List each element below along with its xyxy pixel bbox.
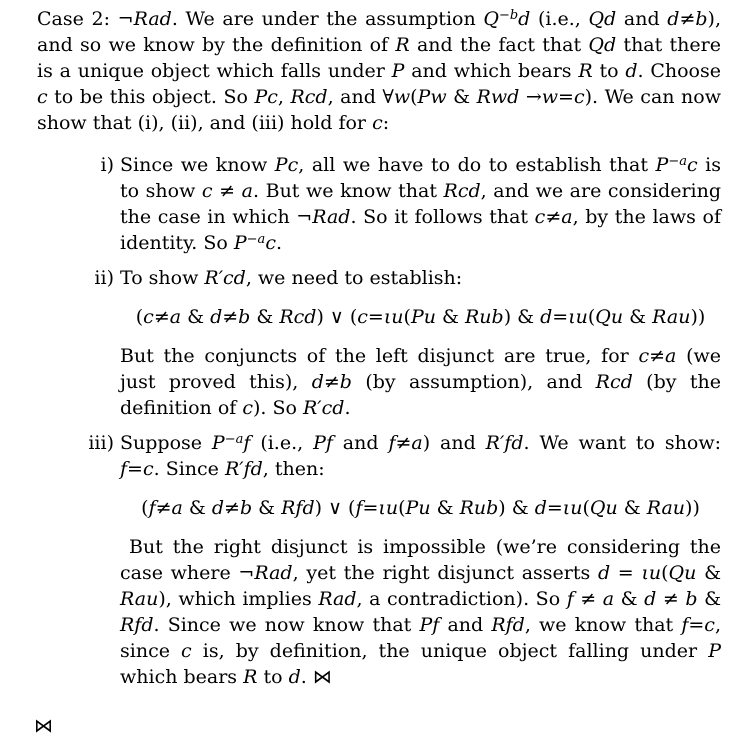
- text-run: &: [697, 588, 722, 610]
- math-run: c: [573, 86, 585, 108]
- text-run: &: [430, 497, 460, 519]
- math-run: Rfd: [281, 497, 315, 519]
- math-run: Rad: [133, 8, 172, 30]
- math-run: Qd: [588, 8, 617, 30]
- math-run: R′cd: [303, 397, 345, 419]
- math-run: w: [393, 86, 411, 108]
- text-run: . So it follows that: [350, 206, 535, 228]
- math-run: ιu: [568, 306, 588, 328]
- text-run: , yet the right disjunct asserts: [292, 562, 598, 584]
- math-run: d: [597, 562, 611, 584]
- item-label: iii): [88, 432, 114, 454]
- text-run: =: [362, 497, 379, 519]
- text-run: and the fact that: [409, 34, 589, 56]
- math-run: Pu: [405, 497, 431, 519]
- text-run: and: [332, 432, 389, 454]
- text-run: Since we know: [120, 154, 275, 176]
- text-run: =: [127, 458, 143, 480]
- text-run: :: [382, 112, 390, 134]
- text-run: Suppose: [120, 432, 212, 454]
- text-run: and which bears: [404, 60, 579, 82]
- text-run: )): [690, 306, 706, 328]
- math-run: c: [638, 345, 650, 367]
- math-run: Qu: [668, 562, 697, 584]
- case2-intro-paragraph: [37, 6, 721, 136]
- text-run: &: [182, 497, 212, 519]
- math-run: c: [686, 154, 698, 176]
- math-run: R′fd: [485, 432, 524, 454]
- text-run: &: [696, 562, 721, 584]
- math-run: P: [391, 60, 405, 82]
- math-run: c: [143, 306, 154, 328]
- item-iii-conclusion-paragraph: [120, 534, 721, 690]
- math-run: d: [518, 8, 531, 30]
- math-run: c: [181, 640, 192, 662]
- text-run: ≠: [222, 306, 239, 328]
- text-run: , and we are considering the case in which ¬: [120, 180, 722, 228]
- text-run: and: [616, 8, 668, 30]
- text-run: ) &: [498, 497, 535, 519]
- math-run: c: [201, 180, 213, 202]
- math-run: c: [534, 206, 546, 228]
- math-run: R: [243, 666, 258, 688]
- text-run: , a contradiction). So: [356, 588, 567, 610]
- text-run: )): [685, 497, 700, 519]
- text-run: =: [558, 86, 574, 108]
- text-run: ). We can now show that (i), (ii), and (iii) hold for: [37, 86, 721, 134]
- item-ii-lead-paragraph: [120, 265, 721, 291]
- text-run: (: [398, 497, 406, 519]
- list-item-i: [100, 152, 722, 256]
- math-run: f: [120, 458, 128, 480]
- math-run: c: [142, 458, 154, 480]
- math-run: d: [210, 306, 223, 328]
- math-run: Rau: [120, 588, 159, 610]
- text-run: ≠: [323, 371, 340, 393]
- math-run: d: [625, 60, 638, 82]
- math-run: ιu: [641, 562, 662, 584]
- text-run: ) ∨ (: [314, 497, 356, 519]
- math-run: d: [540, 306, 553, 328]
- text-run: →: [519, 86, 542, 108]
- math-run: Qu: [595, 306, 624, 328]
- text-run: (: [141, 497, 149, 519]
- text-run: ≠: [155, 497, 172, 519]
- text-run: =: [610, 562, 642, 584]
- text-run: .: [344, 397, 351, 419]
- math-run: P: [655, 154, 669, 176]
- math-run: c: [265, 232, 276, 254]
- math-run: R: [395, 34, 410, 56]
- math-run: P: [211, 432, 225, 454]
- text-run: (: [135, 306, 144, 328]
- footnote-bowtie-marker: ⋈: [34, 715, 53, 737]
- math-run: Pu: [410, 306, 436, 328]
- text-run: &: [614, 588, 645, 610]
- text-run: (by the definition of: [120, 371, 722, 419]
- superscript-run: −b: [498, 8, 519, 23]
- math-run: R′fd: [224, 458, 263, 480]
- text-run: ≠: [153, 306, 170, 328]
- math-run: c: [357, 306, 368, 328]
- math-run: a: [169, 306, 182, 328]
- math-run: a: [241, 180, 253, 202]
- math-run: Rcd: [595, 371, 633, 393]
- text-run: to: [592, 60, 626, 82]
- text-run: to: [257, 666, 289, 688]
- text-run: (i.e.,: [250, 432, 314, 454]
- text-run: ≠: [212, 180, 242, 202]
- text-run: . Since we now know that: [153, 614, 420, 636]
- math-run: b: [339, 371, 352, 393]
- text-run: &: [435, 306, 465, 328]
- math-run: P: [233, 232, 247, 254]
- math-run: f: [681, 614, 689, 636]
- text-run: (: [403, 306, 411, 328]
- superscript-run: −a: [224, 432, 244, 447]
- math-run: Rcd: [443, 180, 481, 202]
- math-run: f: [148, 497, 156, 519]
- text-run: (: [410, 86, 418, 108]
- text-run: &: [181, 306, 211, 328]
- math-run: b: [695, 8, 708, 30]
- math-run: c: [372, 112, 383, 134]
- item-ii-conclusion-paragraph: [120, 343, 721, 421]
- text-run: is to show: [120, 154, 721, 202]
- text-run: . We are under the assumption: [171, 8, 484, 30]
- math-run: Rfd: [491, 614, 525, 636]
- text-run: ≠: [656, 588, 686, 610]
- item-iii-lead-paragraph: [120, 430, 721, 482]
- math-run: d: [644, 588, 657, 610]
- math-run: Rub: [464, 306, 504, 328]
- math-run: f: [355, 497, 363, 519]
- math-run: ιu: [383, 306, 404, 328]
- math-run: Rau: [646, 497, 686, 519]
- math-run: Rad: [312, 206, 351, 228]
- math-run: a: [171, 497, 183, 519]
- text-run: ≠: [679, 8, 696, 30]
- math-run: Rad: [254, 562, 293, 584]
- text-run: . We want to show:: [523, 432, 721, 454]
- text-run: &: [446, 86, 477, 108]
- list-item-ii: [94, 265, 722, 421]
- text-run: ). So: [253, 397, 303, 419]
- display-formula-iii: [120, 495, 721, 521]
- text-run: =: [688, 614, 705, 636]
- math-run: a: [561, 206, 573, 228]
- math-run: R′cd: [204, 267, 246, 289]
- text-run: ) ∨ (: [316, 306, 358, 328]
- item-i-paragraph: [120, 152, 721, 256]
- text-run: (i.e.,: [530, 8, 589, 30]
- math-run: c: [242, 397, 253, 419]
- text-run: ≠: [649, 345, 666, 367]
- text-run: =: [367, 306, 384, 328]
- text-run: is, by definition, the unique object falling under: [191, 640, 709, 662]
- text-run: =: [546, 497, 563, 519]
- math-run: a: [602, 588, 615, 610]
- text-run: =: [552, 306, 569, 328]
- math-run: Pc: [254, 86, 278, 108]
- math-run: b: [238, 306, 251, 328]
- text-run: , since: [120, 614, 721, 662]
- math-run: b: [685, 588, 698, 610]
- text-run: Case 2: ¬: [37, 8, 134, 30]
- math-run: d: [534, 497, 547, 519]
- math-run: Rub: [459, 497, 499, 519]
- math-run: Q: [483, 8, 499, 30]
- math-run: P: [708, 640, 721, 662]
- item-label: i): [100, 154, 114, 176]
- text-run: , all we have to do to establish that: [298, 154, 656, 176]
- text-run: ) &: [503, 306, 541, 328]
- math-run: Rfd: [120, 614, 154, 636]
- text-run: ,: [277, 86, 291, 108]
- text-run: (: [587, 306, 596, 328]
- text-run: (we just proved this),: [120, 345, 721, 393]
- text-run: . Since: [153, 458, 225, 480]
- text-run: .: [300, 666, 313, 688]
- math-run: Pc: [274, 154, 299, 176]
- math-run: c: [704, 614, 715, 636]
- text-run: (by assumption), and: [351, 371, 596, 393]
- text-run: &: [250, 306, 280, 328]
- math-run: Rcd: [279, 306, 317, 328]
- text-run: (: [582, 497, 590, 519]
- text-run: .: [275, 232, 283, 254]
- math-run: d: [311, 371, 324, 393]
- math-run: R: [578, 60, 593, 82]
- math-run: d: [211, 497, 225, 519]
- math-run: c: [37, 86, 48, 108]
- math-run: f: [388, 432, 396, 454]
- text-run: To show: [120, 267, 205, 289]
- text-run: and: [439, 614, 492, 636]
- text-run: But the right disjunct is impossible (we’re considering the case where ¬: [120, 536, 721, 584]
- math-run: Qd: [588, 34, 617, 56]
- math-run: b: [239, 497, 253, 519]
- text-run: ) and: [422, 432, 486, 454]
- math-run: Pf: [313, 432, 333, 454]
- list-item-iii: [88, 430, 722, 690]
- text-run: . Choose: [637, 60, 721, 82]
- text-run: . But we know that: [252, 180, 444, 202]
- text-run: ≠: [573, 588, 603, 610]
- math-run: ιu: [378, 497, 399, 519]
- math-run: d: [288, 666, 301, 688]
- text-run: to be this object. So: [47, 86, 255, 108]
- math-run: Rwd: [476, 86, 520, 108]
- text-run: (: [661, 562, 669, 584]
- display-formula-ii: [120, 304, 721, 330]
- math-run: Rau: [652, 306, 691, 328]
- superscript-run: −a: [668, 154, 687, 169]
- math-run: Rcd: [290, 86, 328, 108]
- math-run: f: [243, 432, 251, 454]
- end-of-proof-marker: ⋈: [312, 666, 332, 688]
- text-run: that there is a unique object which falls under: [37, 34, 721, 82]
- text-run: , then:: [262, 458, 325, 480]
- item-label: ii): [94, 267, 114, 289]
- math-run: a: [411, 432, 423, 454]
- math-run: f: [566, 588, 574, 610]
- text-run: ), and so we know by the definition of: [37, 8, 721, 56]
- text-run: ≠: [395, 432, 412, 454]
- text-run: , we need to establish:: [245, 267, 463, 289]
- text-run: , we know that: [524, 614, 682, 636]
- text-run: ≠: [224, 497, 240, 519]
- text-run: &: [252, 497, 282, 519]
- text-run: &: [623, 306, 653, 328]
- text-run: which bears: [120, 666, 244, 688]
- math-run: Pf: [419, 614, 440, 636]
- math-run: w: [541, 86, 559, 108]
- math-run: Qu: [589, 497, 618, 519]
- text-run: , by the laws of identity. So: [120, 206, 721, 254]
- math-run: Pw: [417, 86, 447, 108]
- text-run: &: [617, 497, 647, 519]
- text-run: , and ∀: [327, 86, 394, 108]
- text-run: ≠: [545, 206, 562, 228]
- math-run: Rad: [318, 588, 357, 610]
- text-run: But the conjuncts of the left disjunct are true, for: [120, 345, 639, 367]
- math-run: d: [667, 8, 680, 30]
- proof-text-body: [37, 6, 721, 690]
- math-run: ιu: [562, 497, 583, 519]
- math-run: a: [665, 345, 677, 367]
- text-run: ), which implies: [158, 588, 319, 610]
- superscript-run: −a: [246, 232, 266, 247]
